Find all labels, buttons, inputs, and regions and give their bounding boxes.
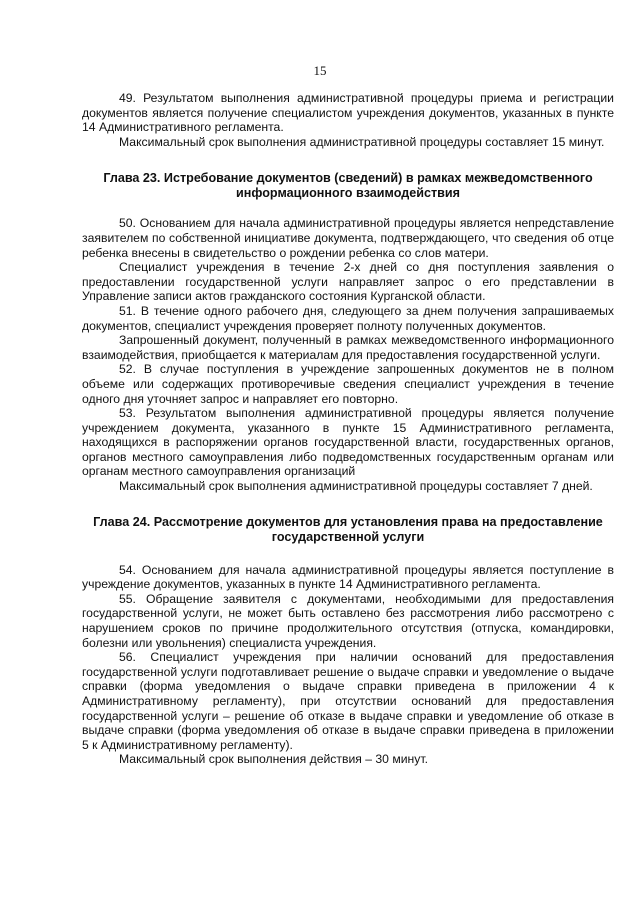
paragraph-53-deadline: Максимальный срок выполнения административной процедуры составляет 7 дней. xyxy=(119,479,593,494)
document-body xyxy=(82,91,614,767)
paragraph-50: 50. Основанием для начала административной процедуры является непредставление заявителем по собственной инициативе документа, подтверждающего, что сведения об отце ребенка внесены в свидетельство о рождении ребенка со слов матери. xyxy=(82,216,614,260)
paragraph-54: 54. Основанием для начала административной процедуры является поступление в учреждение документов, указанных в пункте 14 Административного регламента. xyxy=(82,562,614,592)
paragraph-55: 55. Обращение заявителя с документами, необходимыми для предоставления государственной услуги, не может быть оставлено без рассмотрения либо рассмотрено с нарушением сроков по причине продолжительного отсутствия (отпуска, командировки, болезни или увольнения) специалиста учреждения. xyxy=(82,591,614,650)
chapter-23-heading: Глава 23. Истребование документов (сведений) в рамках межведомственного информационного взаимодействия xyxy=(103,171,593,201)
paragraph-51-attach: Запрошенный документ, полученный в рамках межведомственного информационного взаимодействия, приобщается к материалам для предоставления государственной услуги. xyxy=(82,333,614,362)
paragraph-51: 51. В течение одного рабочего дня, следующего за днем получения запрашиваемых документов, специалист учреждения проверяет полноту полученных документов. xyxy=(82,303,614,333)
paragraph-56-deadline: Максимальный срок выполнения действия – 30 минут. xyxy=(119,752,428,767)
paragraph-49: 49. Результатом выполнения административной процедуры приема и регистрации документов является получение специалистом учреждения документов, указанных в пункте 14 Административного регламента. xyxy=(82,91,614,135)
page-number: 15 xyxy=(313,63,327,78)
paragraph-53: 53. Результатом выполнения административной процедуры является получение учреждением документа, указанного в пункте 15 Административного регламента, находящихся в распоряжении органов государственной власти, государственных органов, органов местного самоуправления либо подведомственных государственным органам или органам местного самоуправления организаций xyxy=(82,406,614,479)
paragraph-52: 52. В случае поступления в учреждение запрошенных документов не в полном объеме или содержащих противоречивые сведения специалист учреждения в течение одного дня уточняет запрос и направляет его повторно. xyxy=(82,362,614,406)
paragraph-56: 56. Специалист учреждения при наличии оснований для предоставления государственной услуги подготавливает решение о выдаче справки и уведомление о выдаче справки (форма уведомления о выдаче справки приведена в приложении 4 к Административному регламенту), при отсутствии оснований для предоставления государственной услуги – решение об отказе в выдаче справки и уведомление об отказе в выдаче справки (форма уведомления об отказе в выдаче справки приведена в приложении 5 к Административному регламенту). xyxy=(82,650,614,752)
chapter-24-heading: Глава 24. Рассмотрение документов для установления права на предоставление государственной услуги xyxy=(93,514,603,544)
paragraph-50-request: Специалист учреждения в течение 2-х дней со дня поступления заявления о предоставлении государственной услуги направляет запрос о его представлении в Управление записи актов гражданского состояния Курганской области. xyxy=(82,260,614,304)
paragraph-49-deadline: Максимальный срок выполнения административной процедуры составляет 15 минут. xyxy=(119,134,605,149)
